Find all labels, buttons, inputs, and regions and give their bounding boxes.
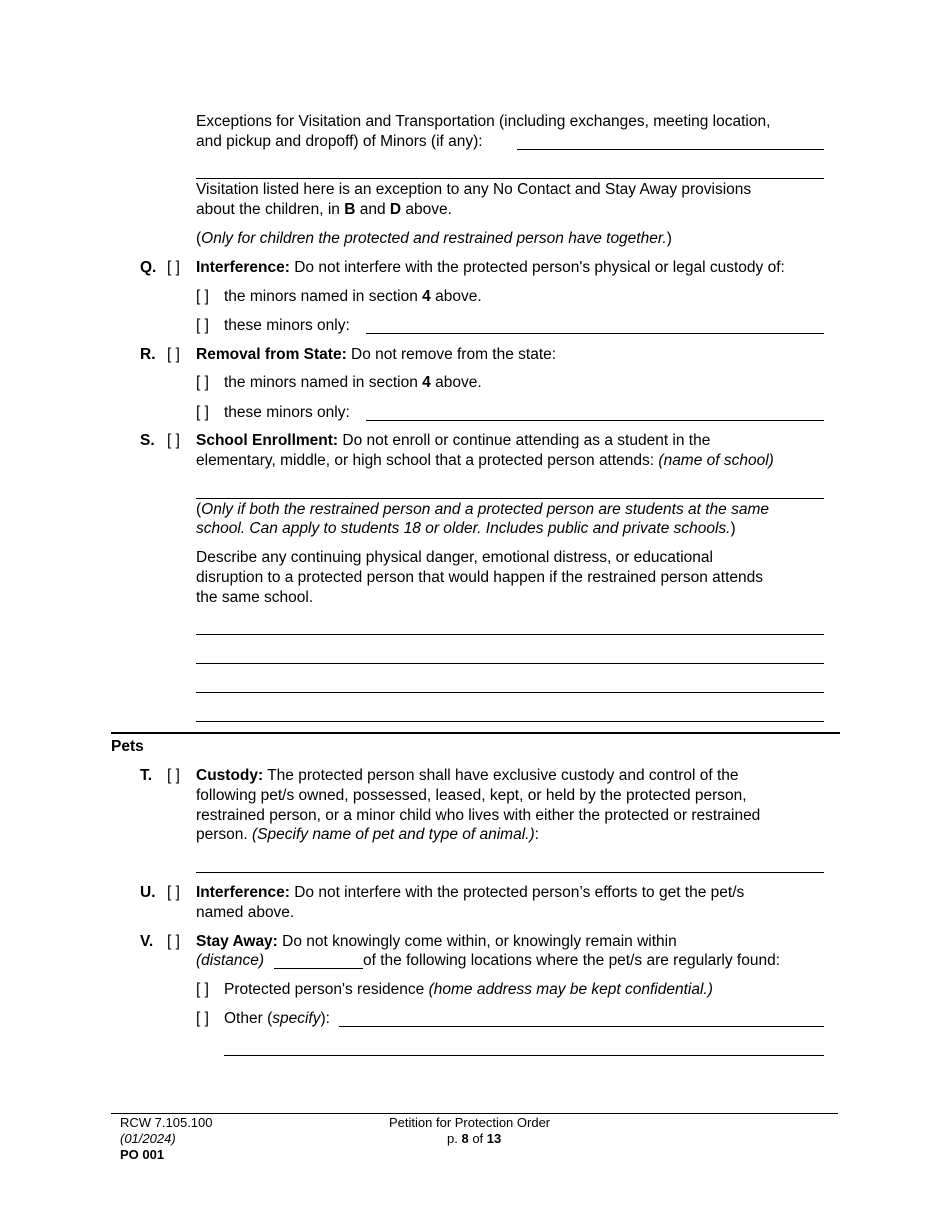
section-u-letter: U. [140, 884, 156, 901]
exceptions-field-line2[interactable] [196, 178, 824, 179]
section-v-letter: V. [140, 933, 154, 950]
section-u-line1: Interference: Do not interfere with the protected person’s efforts to get the pet/s [196, 884, 745, 901]
q-option2-label: these minors only: [224, 317, 350, 334]
q-option1-label: the minors named in section 4 above. [224, 288, 482, 305]
distance-field[interactable] [274, 968, 363, 969]
section-t-line2: following pet/s owned, possessed, leased, kept, or held by the protected person, [196, 787, 747, 804]
footer-title: Petition for Protection Order [389, 1115, 551, 1130]
other-location-field-line2[interactable] [224, 1055, 824, 1056]
danger-field-line2[interactable] [196, 663, 824, 664]
r-option1-checkbox[interactable]: [ ] [196, 374, 209, 391]
footer-rcw: RCW 7.105.100 [120, 1115, 213, 1130]
section-v-line1: Stay Away: Do not knowingly come within, or knowingly remain within [196, 933, 677, 950]
school-desc-line3: the same school. [196, 589, 314, 606]
footer-date: (01/2024) [120, 1131, 176, 1146]
visitation-note-line2: about the children, in B and D above. [196, 201, 452, 218]
section-v-line2: of the following locations where the pet/s are regularly found: [363, 952, 781, 969]
danger-field-line4[interactable] [196, 721, 824, 722]
pets-heading: Pets [111, 738, 144, 755]
school-desc-line2: disruption to a protected person that would happen if the restrained person attends [196, 569, 763, 586]
pet-name-field[interactable] [196, 872, 824, 873]
section-r-text: Removal from State: Do not remove from the state: [196, 346, 557, 363]
section-t-checkbox[interactable]: [ ] [167, 767, 180, 784]
together-note: (Only for children the protected and restrained person have together.) [196, 230, 672, 247]
footer-page-number: p. 8 of 13 [447, 1131, 502, 1146]
q-option2-checkbox[interactable]: [ ] [196, 317, 209, 334]
exceptions-field-line1[interactable] [517, 149, 824, 150]
v-option1-checkbox[interactable]: [ ] [196, 981, 209, 998]
section-t-line4: person. (Specify name of pet and type of animal.): [196, 826, 539, 843]
school-note-line1: (Only if both the restrained person and a protected person are students at the same [196, 501, 769, 518]
footer-form-number: PO 001 [120, 1147, 165, 1162]
section-s-checkbox[interactable]: [ ] [167, 432, 180, 449]
section-r-checkbox[interactable]: [ ] [167, 346, 180, 363]
section-t-line1: Custody: The protected person shall have exclusive custody and control of the [196, 767, 739, 784]
v-option1-label: Protected person's residence (home address may be kept confidential.) [224, 981, 713, 998]
pets-divider [111, 732, 840, 734]
section-u-checkbox[interactable]: [ ] [167, 884, 180, 901]
section-s-line2: elementary, middle, or high school that a protected person attends: (name of school) [196, 452, 774, 469]
exceptions-line1: Exceptions for Visitation and Transportation (including exchanges, meeting location, [196, 113, 771, 130]
danger-field-line3[interactable] [196, 692, 824, 693]
section-s-text: School Enrollment: Do not enroll or continue attending as a student in the [196, 432, 711, 449]
r-minors-field[interactable] [366, 420, 824, 421]
other-location-field-line1[interactable] [339, 1026, 824, 1027]
q-option1-checkbox[interactable]: [ ] [196, 288, 209, 305]
section-u-line2: named above. [196, 904, 295, 921]
distance-label: (distance) [196, 952, 265, 969]
school-desc-line1: Describe any continuing physical danger, emotional distress, or educational [196, 549, 713, 566]
section-r-letter: R. [140, 346, 156, 363]
section-s-letter: S. [140, 432, 155, 449]
r-option1-label: the minors named in section 4 above. [224, 374, 482, 391]
r-option2-checkbox[interactable]: [ ] [196, 404, 209, 421]
section-v-checkbox[interactable]: [ ] [167, 933, 180, 950]
v-option2-checkbox[interactable]: [ ] [196, 1010, 209, 1027]
section-q-letter: Q. [140, 259, 157, 276]
v-option2-label: Other (specify): [224, 1010, 330, 1027]
school-note-line2: school. Can apply to students 18 or older. Includes public and private schools.) [196, 520, 736, 537]
section-q-checkbox[interactable]: [ ] [167, 259, 180, 276]
section-t-letter: T. [140, 767, 153, 784]
visitation-note-line1: Visitation listed here is an exception to any No Contact and Stay Away provisions [196, 181, 752, 198]
section-q-text: Interference: Do not interfere with the protected person's physical or legal custody of: [196, 259, 785, 276]
footer-rule [111, 1113, 838, 1114]
school-name-field[interactable] [196, 498, 824, 499]
exceptions-line2: and pickup and dropoff) of Minors (if any): [196, 133, 483, 150]
section-t-line3: restrained person, or a minor child who lives with either the protected or restrained [196, 807, 761, 824]
q-minors-field[interactable] [366, 333, 824, 334]
r-option2-label: these minors only: [224, 404, 350, 421]
danger-field-line1[interactable] [196, 634, 824, 635]
